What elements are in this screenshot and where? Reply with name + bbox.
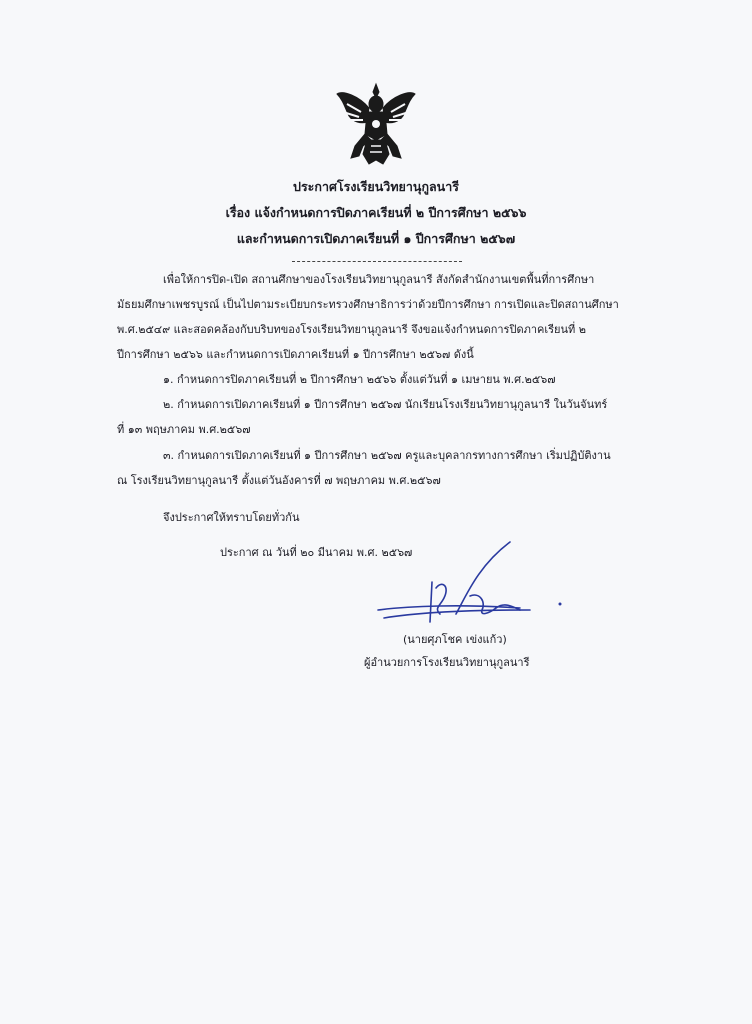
signature-image xyxy=(370,536,570,628)
item-2-continued: ที่ ๑๓ พฤษภาคม พ.ศ.๒๕๖๗ xyxy=(117,423,251,436)
signatory-position: ผู้อำนวยการโรงเรียนวิทยานุกูลนารี xyxy=(364,656,530,669)
announcement-subject: เรื่อง แจ้งกำหนดการปิดภาคเรียนที่ ๒ ปีการศึกษา ๒๕๖๖ xyxy=(225,205,527,220)
garuda-emblem-icon xyxy=(331,82,421,168)
signatory-name: (นายศุภโชค เข่งแก้ว) xyxy=(403,633,507,646)
announcement-date: ประกาศ ณ วันที่ ๒๐ มีนาคม พ.ศ. ๒๕๖๗ xyxy=(220,546,413,559)
closing-statement: จึงประกาศให้ทราบโดยทั่วกัน xyxy=(163,511,300,524)
item-2: ๒. กำหนดการเปิดภาคเรียนที่ ๑ ปีการศึกษา ๒๕๖๗ นักเรียนโรงเรียนวิทยานุกูลนารี ในวันจันทร์ xyxy=(163,398,608,411)
announcement-subject-continued: และกำหนดการเปิดภาคเรียนที่ ๑ ปีการศึกษา ๒๕๖๗ xyxy=(236,231,516,246)
intro-line: มัธยมศึกษาเพชรบูรณ์ เป็นไปตามระเบียบกระทรวงศึกษาธิการว่าด้วยปีการศึกษา การเปิดและปิดสถานศึกษา xyxy=(117,298,619,311)
intro-line: เพื่อให้การปิด-เปิด สถานศึกษาของโรงเรียนวิทยานุกูลนารี สังกัดสำนักงานเขตพื้นที่การศึกษา xyxy=(163,273,595,286)
intro-line: พ.ศ.๒๕๔๙ และสอดคล้องกับบริบทของโรงเรียนวิทยานุกูลนารี จึงขอแจ้งกำหนดการปิดภาคเรียนที่ ๒ xyxy=(117,323,587,336)
intro-line: ปีการศึกษา ๒๕๖๖ และกำหนดการเปิดภาคเรียนที่ ๑ ปีการศึกษา ๒๕๖๗ ดังนี้ xyxy=(117,348,474,361)
item-1: ๑. กำหนดการปิดภาคเรียนที่ ๒ ปีการศึกษา ๒๕๖๖ ตั้งแต่วันที่ ๑ เมษายน พ.ศ.๒๕๖๗ xyxy=(163,373,556,386)
title-divider xyxy=(292,261,462,262)
item-3: ๓. กำหนดการเปิดภาคเรียนที่ ๑ ปีการศึกษา ๒๕๖๗ ครูและบุคลากรทางการศึกษา เริ่มปฏิบัติงาน xyxy=(163,449,611,462)
item-3-continued: ณ โรงเรียนวิทยานุกูลนารี ตั้งแต่วันอังคารที่ ๗ พฤษภาคม พ.ศ.๒๕๖๗ xyxy=(117,474,441,487)
announcement-title: ประกาศโรงเรียนวิทยานุกูลนารี xyxy=(293,179,459,194)
